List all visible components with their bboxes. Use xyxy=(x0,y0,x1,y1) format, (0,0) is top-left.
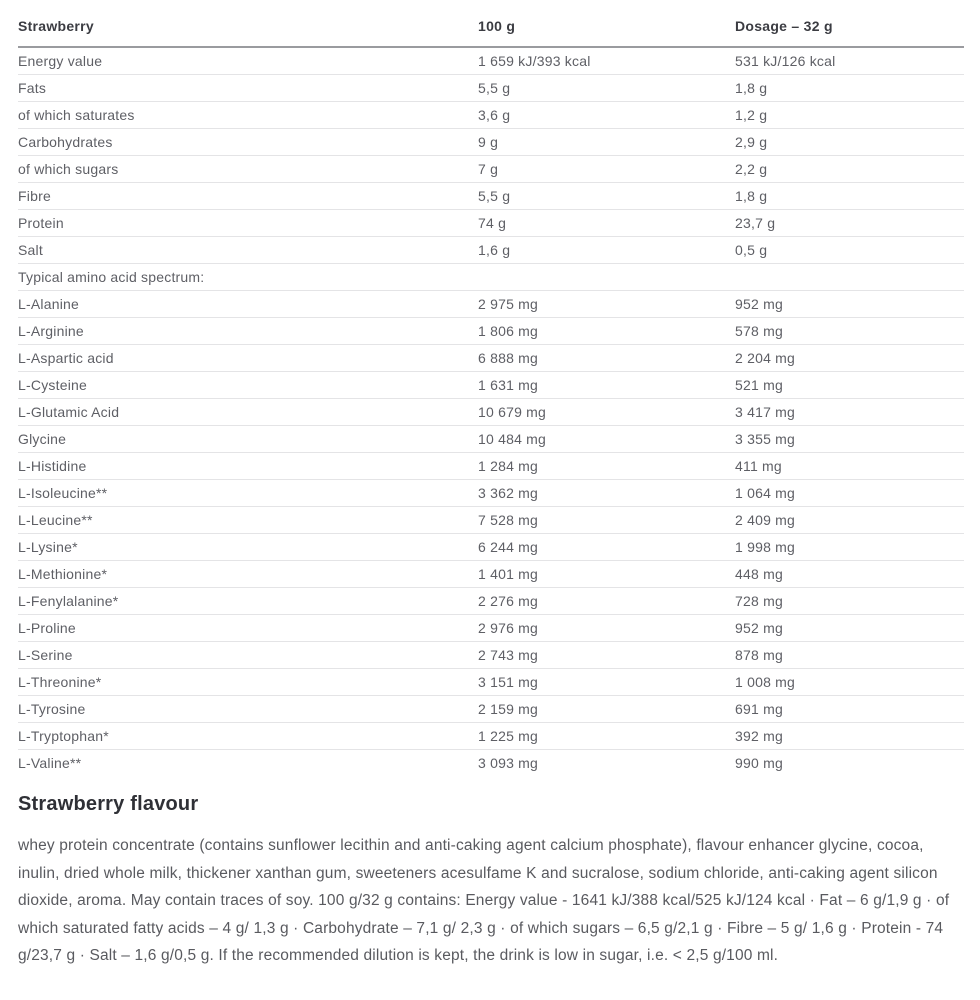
table-row xyxy=(18,129,964,156)
dosage-value: 3 355 mg xyxy=(735,426,964,453)
per-100g-value: 2 743 mg xyxy=(478,642,735,669)
dosage-value: 952 mg xyxy=(735,291,964,318)
table-row xyxy=(18,723,964,750)
amino-acid-label: L-Proline xyxy=(18,615,478,642)
table-row-spectrum-heading xyxy=(18,264,964,291)
table-row xyxy=(18,156,964,183)
per-100g-value: 6 244 mg xyxy=(478,534,735,561)
per-100g-value: 7 g xyxy=(478,156,735,183)
nutrient-label: Fibre xyxy=(18,183,478,210)
table-row xyxy=(18,588,964,615)
table-row xyxy=(18,534,964,561)
per-100g-value: 6 888 mg xyxy=(478,345,735,372)
per-100g-value: 1 806 mg xyxy=(478,318,735,345)
per-100g-value: 2 975 mg xyxy=(478,291,735,318)
table-row xyxy=(18,183,964,210)
table-row xyxy=(18,318,964,345)
per-100g-value: 1 659 kJ/393 kcal xyxy=(478,47,735,75)
table-row xyxy=(18,615,964,642)
per-100g-value: 2 159 mg xyxy=(478,696,735,723)
table-row xyxy=(18,696,964,723)
amino-acid-label: L-Threonine* xyxy=(18,669,478,696)
table-row xyxy=(18,750,964,777)
dosage-value: 3 417 mg xyxy=(735,399,964,426)
per-100g-value: 3 093 mg xyxy=(478,755,539,771)
table-header-row xyxy=(18,12,964,47)
dosage-value: 728 mg xyxy=(735,588,964,615)
amino-acid-label: L-Arginine xyxy=(18,318,478,345)
amino-acid-label: L-Methionine* xyxy=(18,561,478,588)
dosage-value: 1,8 g xyxy=(735,183,964,210)
table-row xyxy=(18,47,964,75)
nutrient-label: Carbohydrates xyxy=(18,129,478,156)
table-row xyxy=(18,75,964,102)
table-row xyxy=(18,291,964,318)
dosage-value: 23,7 g xyxy=(735,210,964,237)
dosage-value xyxy=(735,264,964,291)
table-row xyxy=(18,102,964,129)
amino-acid-label: L-Tryptophan* xyxy=(18,723,478,750)
dosage-value: 392 mg xyxy=(735,723,964,750)
nutrient-label: of which saturates xyxy=(18,102,478,129)
table-row xyxy=(18,372,964,399)
amino-acid-label: Glycine xyxy=(18,426,478,453)
dosage-value: 2 204 mg xyxy=(735,345,964,372)
dosage-value: 1 064 mg xyxy=(735,480,964,507)
dosage-value: 2 409 mg xyxy=(735,507,964,534)
per-100g-value: 9 g xyxy=(478,129,735,156)
per-100g-column-header: 100 g xyxy=(478,12,735,47)
flavour-section-heading: Strawberry flavour xyxy=(18,793,199,815)
dosage-value: 990 mg xyxy=(735,755,783,771)
dosage-value: 691 mg xyxy=(735,696,964,723)
per-100g-value: 3 151 mg xyxy=(478,669,735,696)
dosage-value: 448 mg xyxy=(735,561,964,588)
dosage-value: 1 998 mg xyxy=(735,534,964,561)
per-100g-value: 5,5 g xyxy=(478,75,735,102)
per-100g-value: 1 631 mg xyxy=(478,372,735,399)
amino-acid-label: L-Lysine* xyxy=(18,534,478,561)
dosage-value: 1 008 mg xyxy=(735,669,964,696)
table-row xyxy=(18,426,964,453)
dosage-value: 521 mg xyxy=(735,372,964,399)
amino-acid-label: L-Fenylalanine* xyxy=(18,588,478,615)
per-100g-value: 5,5 g xyxy=(478,183,735,210)
dosage-value: 578 mg xyxy=(735,318,964,345)
table-row xyxy=(18,399,964,426)
table-row xyxy=(18,345,964,372)
nutrient-label: Protein xyxy=(18,210,478,237)
dosage-value: 2,9 g xyxy=(735,129,964,156)
nutrient-label: Salt xyxy=(18,237,478,264)
amino-acid-label: L-Aspartic acid xyxy=(18,345,478,372)
ingredients-text: whey protein concentrate (contains sunflower lecithin and anti-caking agent calcium phosphate), flavour enhancer glycine, cocoa, inulin, dried whole milk, thickener xanthan gum, sweeteners acesulfame K and sucralose, sodium chloride, anti-caking agent silicon dioxide, aroma. May contain traces of soy. 100 g/32 g contains: Energy value - 1641 kJ/388 kcal/525 kJ/124 kcal · Fat – 6 g/1,9 g · of which saturated fatty acids – 4 g/ 1,3 g · Carbohydrate – 7,1 g/ 2,3 g · of which sugars – 6,5 g/2,1 g · Fibre – 5 g/ 1,6 g · Protein - 74 g/23,7 g · Salt – 1,6 g/0,5 g. If the recommended dilution is kept, the drink is low in sugar, i.e. < 2,5 g/100 ml. xyxy=(18,837,950,964)
per-100g-value: 1 401 mg xyxy=(478,561,735,588)
table-row xyxy=(18,642,964,669)
dosage-value: 1,8 g xyxy=(735,75,964,102)
per-100g-value: 10 484 mg xyxy=(478,426,735,453)
per-100g-value: 1,6 g xyxy=(478,237,735,264)
per-100g-value: 2 976 mg xyxy=(478,615,735,642)
per-100g-value: 3,6 g xyxy=(478,102,735,129)
per-100g-value: 10 679 mg xyxy=(478,399,735,426)
amino-acid-label: L-Alanine xyxy=(18,291,478,318)
amino-acid-label: L-Cysteine xyxy=(18,372,478,399)
dosage-value: 878 mg xyxy=(735,642,964,669)
amino-acid-label: L-Glutamic Acid xyxy=(18,399,478,426)
amino-acid-label: L-Valine** xyxy=(18,755,82,771)
table-row xyxy=(18,507,964,534)
per-100g-value: 3 362 mg xyxy=(478,480,735,507)
per-100g-value: 1 225 mg xyxy=(478,723,735,750)
nutrient-label: of which sugars xyxy=(18,156,478,183)
amino-acid-label: L-Leucine** xyxy=(18,507,478,534)
dosage-value: 952 mg xyxy=(735,615,964,642)
table-row xyxy=(18,480,964,507)
amino-acid-label: L-Tyrosine xyxy=(18,696,478,723)
nutrition-table xyxy=(18,12,964,776)
per-100g-value: 74 g xyxy=(478,210,735,237)
amino-acid-label: L-Isoleucine** xyxy=(18,480,478,507)
dosage-value: 411 mg xyxy=(735,453,964,480)
amino-acid-label: L-Histidine xyxy=(18,453,478,480)
table-row xyxy=(18,237,964,264)
table-row xyxy=(18,669,964,696)
per-100g-value: 7 528 mg xyxy=(478,507,735,534)
nutrient-label: Fats xyxy=(18,75,478,102)
per-100g-value: 2 276 mg xyxy=(478,588,735,615)
per-100g-value: 1 284 mg xyxy=(478,453,735,480)
table-row xyxy=(18,561,964,588)
dosage-value: 2,2 g xyxy=(735,156,964,183)
nutrient-label: Energy value xyxy=(18,47,478,75)
dosage-column-header: Dosage – 32 g xyxy=(735,12,964,47)
spectrum-heading-label: Typical amino acid spectrum: xyxy=(18,264,478,291)
per-100g-value xyxy=(478,264,735,291)
table-row xyxy=(18,453,964,480)
dosage-value: 0,5 g xyxy=(735,237,964,264)
dosage-value: 531 kJ/126 kcal xyxy=(735,47,964,75)
dosage-value: 1,2 g xyxy=(735,102,964,129)
flavour-column-header: Strawberry xyxy=(18,12,478,47)
amino-acid-label: L-Serine xyxy=(18,642,478,669)
table-row xyxy=(18,210,964,237)
